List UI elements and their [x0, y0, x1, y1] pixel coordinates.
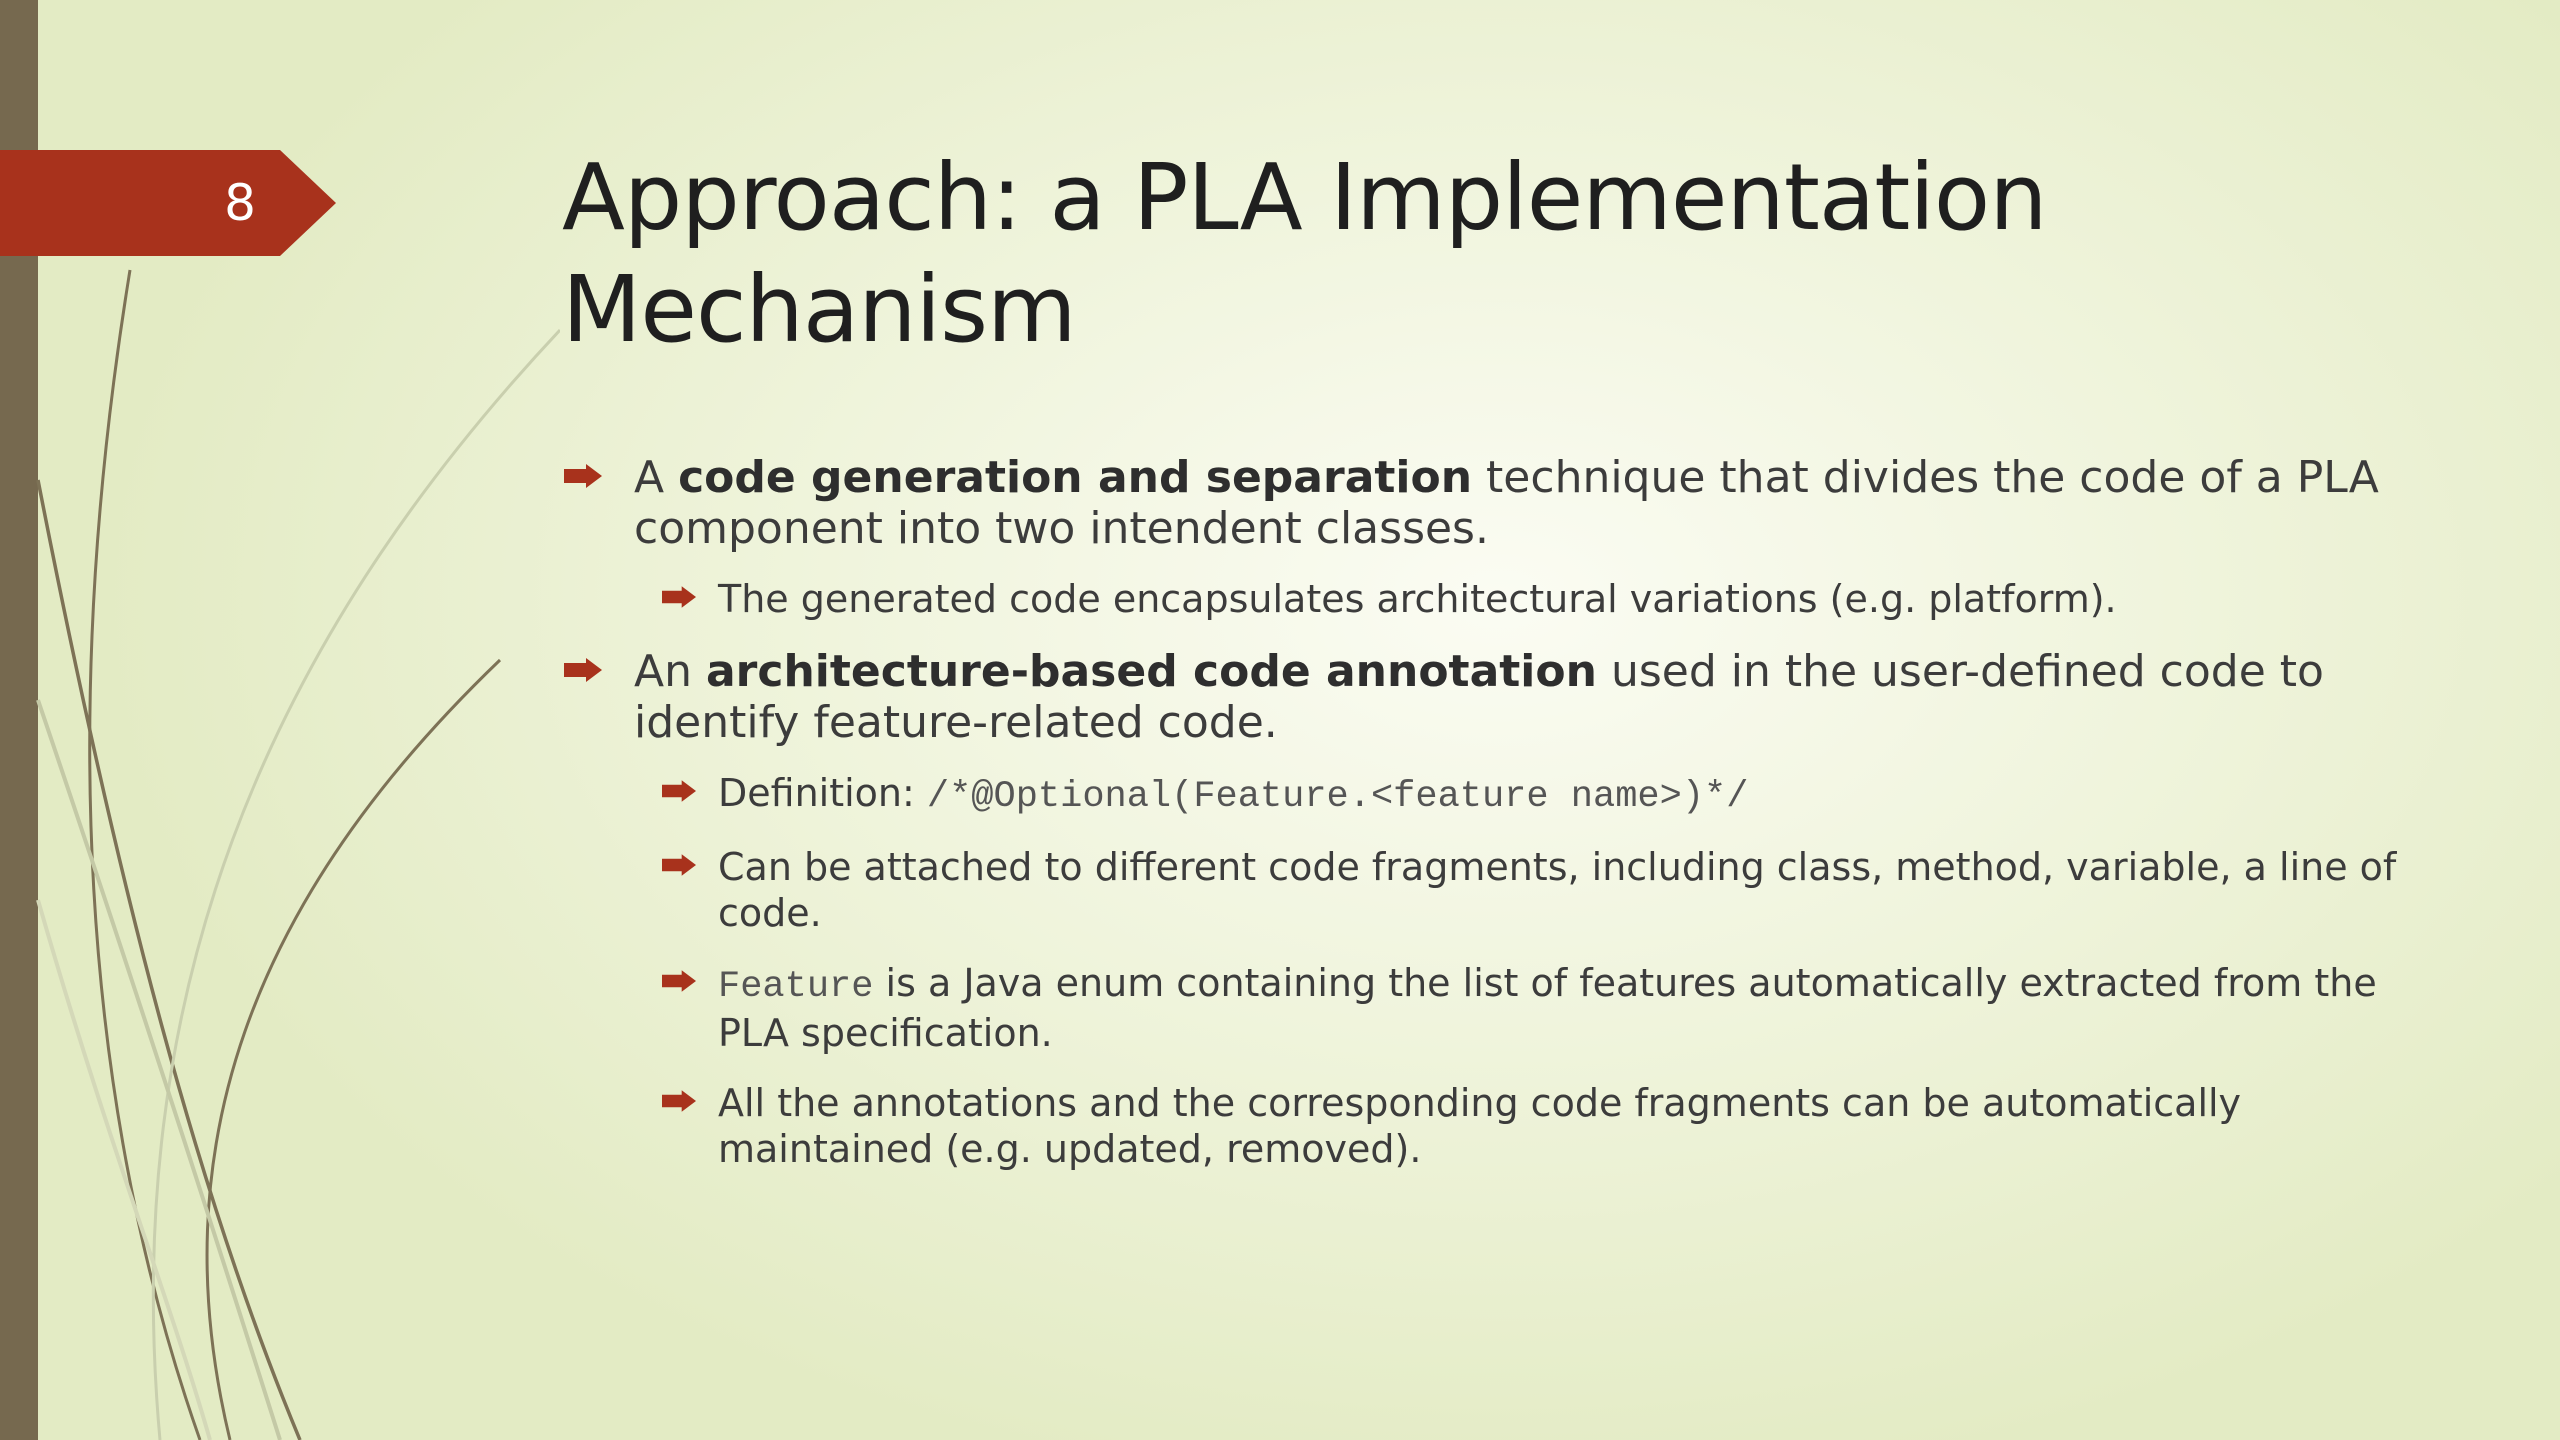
subbullet-text: The generated code encapsulates architectural variations (e.g. platform).	[718, 577, 2117, 621]
arrow-bullet-icon	[662, 780, 696, 802]
definition-label: Definition:	[718, 771, 927, 815]
subbullet-feature-enum	[562, 960, 2422, 1056]
arrow-bullet-icon	[662, 586, 696, 608]
subbullet-maintenance	[562, 1080, 2422, 1172]
slide-title-line1: Approach: a PLA Implementation	[562, 144, 2047, 251]
bullet-prefix: An	[634, 646, 706, 697]
slide-body	[562, 452, 2422, 1196]
bullet-suffix: used in the user-defined code to identify feature-related code.	[634, 646, 2324, 748]
bullet-bold-text: code generation and separation	[678, 452, 1473, 503]
bullet-prefix: A	[634, 452, 679, 503]
subbullet-text: Can be attached to different code fragments, including class, method, variable, a line of code.	[718, 845, 2397, 935]
subbullet-generated-code	[562, 576, 2422, 622]
definition-code: /*@Optional(Feature.<feature name>)*/	[926, 776, 1749, 818]
bullet-code-generation	[562, 452, 2422, 554]
arrow-bullet-icon	[564, 464, 602, 488]
bullet-bold-text: architecture-based code annotation	[705, 646, 1597, 697]
slide-number-badge	[0, 150, 336, 256]
slide-number: 8	[224, 174, 256, 232]
arrow-bullet-icon	[662, 854, 696, 876]
slide-title	[562, 142, 2462, 366]
arrow-bullet-icon	[662, 970, 696, 992]
subbullet-definition	[562, 770, 2422, 820]
subbullet-text: is a Java enum containing the list of features automatically extracted from the PLA specification.	[718, 961, 2377, 1055]
subbullet-attachable	[562, 844, 2422, 936]
bullet-suffix: technique that divides the code of a PLA component into two intendent classes.	[634, 452, 2379, 554]
arrow-bullet-icon	[564, 658, 602, 682]
subbullet-text: All the annotations and the corresponding code fragments can be automatically maintained (e.g. updated, removed).	[718, 1081, 2242, 1171]
bullet-code-annotation	[562, 646, 2422, 748]
slide-title-line2: Mechanism	[562, 256, 1076, 363]
feature-code: Feature	[718, 966, 874, 1008]
arrow-bullet-icon	[662, 1090, 696, 1112]
